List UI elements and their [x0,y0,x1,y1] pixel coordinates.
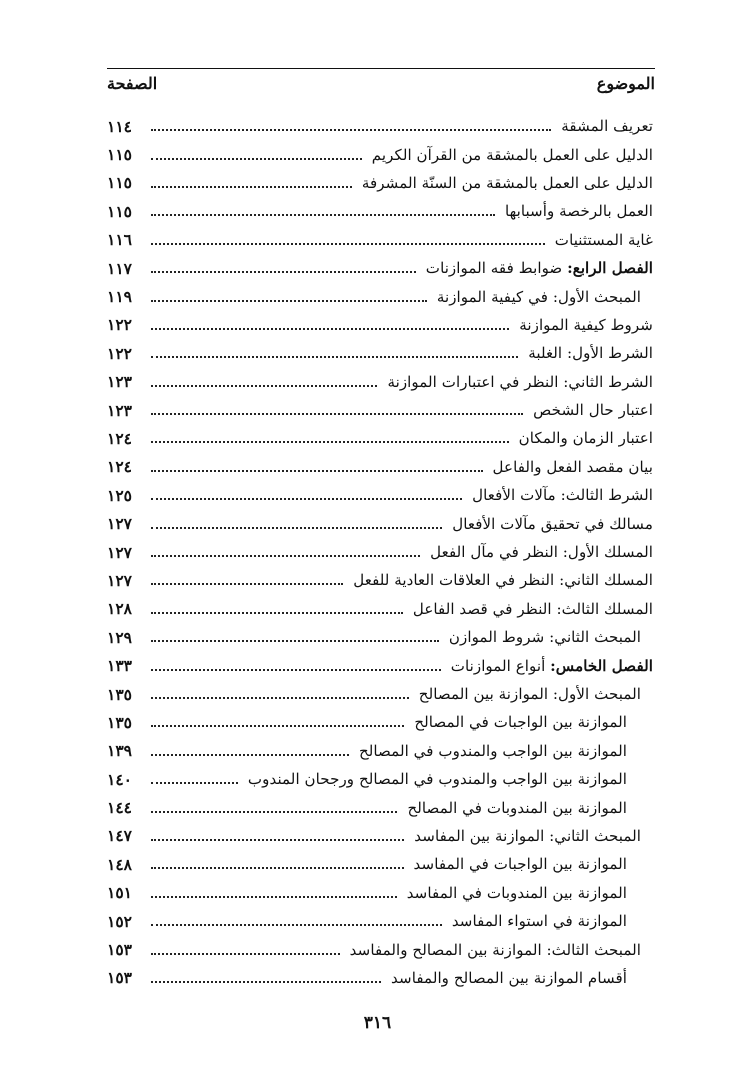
dot-leader [151,356,518,358]
dot-leader [151,782,238,784]
toc-entry-title [413,600,653,618]
toc-entry-page: ١٣٣ [107,656,132,676]
toc-entry-text: الموازنة بين المندوبات في المصالح [407,798,627,817]
toc-entry-text: شروط كيفية الموازنة [519,315,653,334]
toc-entry-text: الموازنة في استواء المفاسد [451,912,627,931]
toc-entry-title [426,259,653,277]
toc-entry [107,254,655,282]
toc-entry-page: ١١٩ [107,287,132,307]
toc-entry-page: ١٢٧ [107,514,132,534]
toc-entry [107,879,655,907]
toc-entry-page: ١٥٢ [107,911,132,931]
dot-leader [151,186,352,188]
toc-entry-page: ١٢٧ [107,542,132,562]
toc-entry-title [419,685,641,703]
toc-entry-page: ١٣٩ [107,741,132,761]
toc-entry-page: ١٢٥ [107,485,132,505]
toc-entry-page: ١٣٥ [107,684,132,704]
toc-entry-page: ١٤٤ [107,798,132,818]
page-number: ٣١٦ [363,1013,392,1033]
toc-entry-title [452,912,627,930]
toc-entry-text: اعتبار حال الشخص [533,401,653,420]
toc-entry-page: ١٤٧ [107,826,132,846]
toc-entry-page: ١٤٠ [107,769,132,789]
dot-leader [151,953,340,955]
toc-entry-title [533,401,653,419]
dot-leader [151,498,462,500]
toc-entry-title [437,288,641,306]
toc-entry [107,282,655,310]
toc-entry-page: ١٢٤ [107,457,132,477]
dot-leader [151,385,377,387]
toc-entry [107,680,655,708]
toc-entry-page: ١١٦ [107,230,132,250]
toc-entry-page: ١١٥ [107,201,132,221]
dot-leader [151,640,439,642]
toc-entry-text: ضوابط فقه الموازنات [425,259,568,278]
toc-entry-text: الموازنة بين الواجبات في المصالح [414,713,627,732]
toc-entry-text: الشرط الأول: الغلبة [528,344,653,363]
dot-leader [151,754,349,756]
dot-leader [151,867,404,869]
toc-entry-text: بيان مقصد الفعل والفاعل [492,457,653,476]
toc-entry-title [391,969,627,987]
toc-entry-page: ١٢٢ [107,315,132,335]
toc-entry [107,311,655,339]
toc-entry-text: الدليل على العمل بالمشقة من السنّة المشرفة [361,173,653,192]
dot-leader [151,725,404,727]
toc-entry [107,197,655,225]
dot-leader [151,158,362,160]
dot-leader [151,896,397,898]
toc-entry-title [452,515,653,533]
toc-entry-title [414,713,627,731]
toc-entry [107,623,655,651]
dot-leader [151,328,509,330]
toc-entry-text: الشرط الثاني: النظر في اعتبارات الموازنة [387,372,653,391]
toc-entry [107,651,655,679]
toc-entry-title [505,202,653,220]
dot-leader [151,583,343,585]
dot-leader [151,555,420,557]
toc-entry-text: الموازنة بين الواجبات في المفاسد [413,855,627,874]
toc-entry-title [519,429,653,447]
dot-leader [151,924,442,926]
toc-entry-text: الشرط الثالث: مآلات الأفعال [472,486,653,505]
toc-entry-title [430,543,653,561]
toc-entry [107,339,655,367]
toc-entry-text: اعتبار الزمان والمكان [518,429,653,448]
dot-leader [151,214,495,216]
toc-entry [107,509,655,537]
dot-leader [151,470,483,472]
toc-entry [107,140,655,168]
toc-entry-text: الدليل على العمل بالمشقة من القرآن الكريم [371,145,653,164]
toc-entry-page: ١١٤ [107,116,132,136]
toc-entry-title [472,486,653,504]
toc-entry-page: ١٢٩ [107,627,132,647]
toc-entry-title [561,117,653,135]
toc-entry-title [528,344,653,362]
toc-entry [107,907,655,935]
toc-entry-text: أقسام الموازنة بين المصالح والمفاسد [391,968,627,987]
toc-entry-text: تعريف المشقة [561,117,653,136]
toc-entry-title [414,855,627,873]
toc-entry-title [451,657,653,675]
toc-entry-title [359,742,627,760]
page-column-label: الصفحة [107,74,158,93]
toc-entry-page: ١٢٨ [107,599,132,619]
toc-entry [107,424,655,452]
header-rule [107,68,655,69]
toc-entry-text: الموازنة بين الواجب والمندوب في المصالح [358,741,627,760]
toc-entry-text: أنواع الموازنات [450,656,551,675]
toc-entry-page: ١٢٣ [107,400,132,420]
toc-entry-chapter-label: الفصل الرابع: [567,259,653,278]
toc-entry-page: ١٣٥ [107,712,132,732]
toc-entry-title [407,799,627,817]
toc-entry-text: المبحث الأول: الموازنة بين المصالح [418,685,641,703]
toc-entry-text: المبحث الثاني: شروط الموازن [448,628,641,647]
toc-entry [107,737,655,765]
dot-leader [151,441,509,443]
toc-entry-title [555,231,653,249]
toc-entry [107,396,655,424]
dot-leader [151,839,404,841]
dot-leader [151,527,442,529]
dot-leader [151,243,545,245]
toc-entry [107,453,655,481]
toc-entry [107,850,655,878]
toc-entry [107,935,655,963]
dot-leader [151,612,403,614]
toc-entry-page: ١٥١ [107,883,132,903]
toc-entry-text: غاية المستثنيات [554,230,653,249]
toc-entry-title [353,571,653,589]
toc-entry-title [387,373,653,391]
toc-entry-text: مسالك في تحقيق مآلات الأفعال [452,514,653,533]
toc-entry-text: الموازنة بين المندوبات في المفاسد [406,883,627,902]
toc-entry-title [449,628,641,646]
dot-leader [151,300,427,302]
dot-leader [151,811,397,813]
toc-entry [107,226,655,254]
toc-entry [107,793,655,821]
toc-entry [107,112,655,140]
toc-entry-text: الموازنة بين الواجب والمندوب في المصالح ورجحان المندوب [247,770,627,789]
toc-entry [107,368,655,396]
toc-entry-text: المسلك الثاني: النظر في العلاقات العادية للفعل [353,571,653,590]
toc-entry-page: ١٥٣ [107,940,132,960]
toc-entry-chapter-label: الفصل الخامس: [550,656,653,675]
toc-entry-page: ١٤٨ [107,854,132,874]
toc-entry-text: المبحث الثالث: الموازنة بين المصالح والمفاسد [349,940,641,959]
toc-entry-page: ١٢٤ [107,428,132,448]
toc-entry-title [519,316,653,334]
toc-entry-page: ١٢٣ [107,372,132,392]
dot-leader [151,981,381,983]
toc-entry-page: ١١٧ [107,258,132,278]
toc-entry-text: العمل بالرخصة وأسبابها [504,202,653,221]
toc-entry-title [248,770,627,788]
toc-entry [107,964,655,992]
toc-entry [107,595,655,623]
toc-entry-title [407,884,627,902]
toc-entry [107,169,655,197]
toc-entry-page: ١١٥ [107,173,132,193]
dot-leader [151,669,441,671]
toc-entry-page: ١٢٧ [107,570,132,590]
toc-entry-page: ١١٥ [107,145,132,165]
dot-leader [151,413,523,415]
toc-entry [107,708,655,736]
toc-entry-title [362,174,653,192]
toc-entry-title [350,941,641,959]
table-of-contents [107,112,655,992]
toc-entry [107,566,655,594]
toc-entry-text: المسلك الثالث: النظر في قصد الفاعل [412,599,653,618]
dot-leader [151,271,416,273]
toc-entry-text: المسلك الأول: النظر في مآل الفعل [430,543,653,562]
toc-entry-page: ١٥٣ [107,968,132,988]
dot-leader [151,697,409,699]
toc-entry-page: ١٢٢ [107,343,132,363]
dot-leader [151,129,551,131]
toc-entry [107,765,655,793]
toc-entry [107,538,655,566]
toc-entry [107,822,655,850]
toc-entry-title [493,458,653,476]
toc-entry-text: المبحث الأول: في كيفية الموازنة [436,287,641,306]
toc-header [107,74,655,100]
toc-entry-title [372,146,653,164]
toc-entry-title [414,827,641,845]
toc-entry-text: المبحث الثاني: الموازنة بين المفاسد [414,826,641,845]
toc-entry [107,481,655,509]
topic-column-label: الموضوع [596,74,655,93]
